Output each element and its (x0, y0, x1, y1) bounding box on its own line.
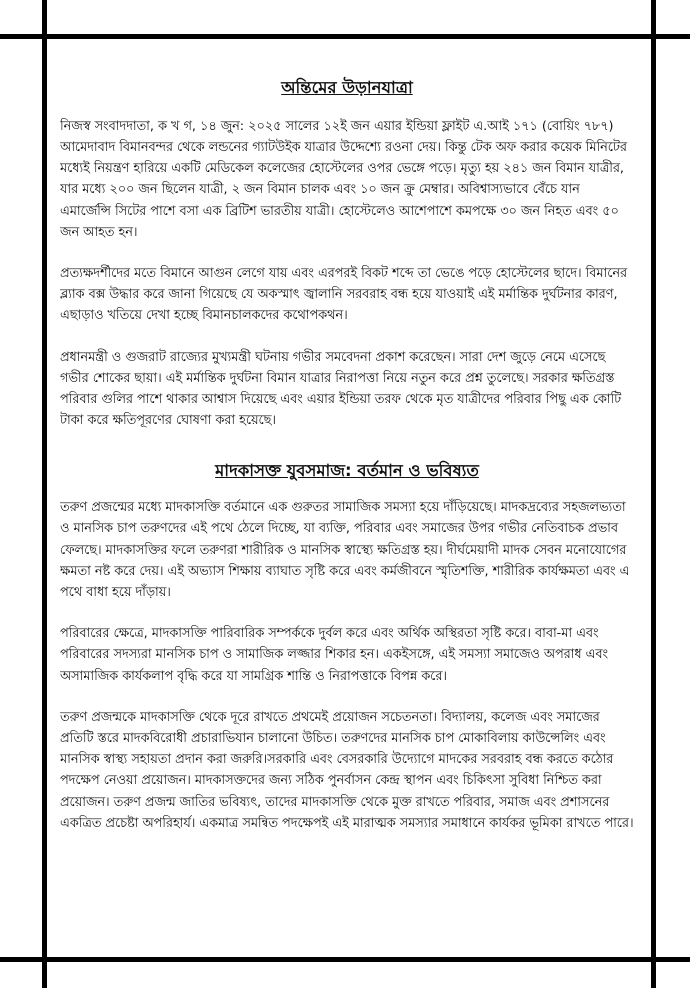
article-1-paragraph: নিজস্ব সংবাদদাতা, ক খ গ, ১৪ জুন: ২০২৫ সালের ১২ই জন এয়ার ইন্ডিয়া ফ্লাইট এ.আই ১৭১ (বোয়িং ৭৮৭) আমেদাবাদ বিমানবন্দর থেকে লন্ডনের গ্যাটউইক যাত্রার উদ্দেশ্যে রওনা দেয়। কিন্তু টেক অফ করার কয়েক মিনিটের মধ্যেই নিয়ন্ত্রণ হারিয়ে একটি মেডিকেল কলেজের হোস্টেলের ওপর ভেঙ্গে পড়ে। মৃত্যু হয় ২৪১ জন বিমান যাত্রীর, যার মধ্যে ২০০ জন ছিলেন যাত্রী, ২ জন বিমান চালক এবং ১০ জন ক্রু মেম্বার। অবিশ্বাস্যভাবে বেঁচে যান এমার্জেন্সি সিটের পাশে বসা এক ব্রিটিশ ভারতীয় যাত্রী। হোস্টেলেও আশেপাশে কমপক্ষে ৩০ জন নিহত এবং ৫০ জন আহত হন। (60, 118, 627, 240)
article-2-paragraph: তরুণ প্রজন্মকে মাদকাসক্তি থেকে দূরে রাখতে প্রথমেই প্রয়োজন সচেতনতা। বিদ্যালয়, কলেজ এবং সমাজের প্রতিটি স্তরে মাদকবিরোধী প্রচারাভিযান চালানো উচিত। তরুণদের মানসিক চাপ মোকাবিলায় কাউন্সেলিং এবং মানসিক স্বাস্থ্য সহায়তা প্রদান করা জরুরি।সরকারি এবং বেসরকারি উদ্যোগে মাদকের সরবরাহ বন্ধ করতে কঠোর পদক্ষেপ নেওয়া প্রয়োজন। মাদকাসক্তদের জন্য সঠিক পুনর্বাসন কেন্দ্র স্থাপন এবং চিকিৎসা সুবিধা নিশ্চিত করা প্রয়োজন। তরুণ প্রজন্ম জাতির ভবিষ্যৎ, তাদের মাদকাসক্তি থেকে মুক্ত রাখতে পরিবার, সমাজ এবং প্রশাসনের একত্রিত প্রচেষ্টা অপরিহার্য। একমাত্র সমন্বিত পদক্ষেপই এই মারাত্মক সমস্যার সমাধানে কার্যকর ভূমিকা রাখতে পারে। (60, 709, 634, 831)
bottom-border-rule (0, 957, 690, 962)
article-1-body (60, 116, 634, 432)
page-content (60, 40, 634, 940)
left-border-rule (42, 0, 47, 988)
article-1-paragraph: প্রধানমন্ত্রী ও গুজরাট রাজ্যের মুখ্যমন্ত্রী ঘটনায় গভীর সমবেদনা প্রকাশ করেছেন। সারা দেশ জুড়ে নেমে এসেছে গভীর শোকের ছায়া। এই মর্মান্তিক দুর্ঘটনা বিমান যাত্রার নিরাপত্তা নিয়ে নতুন করে প্রশ্ন তুলেছে। সরকার ক্ষতিগ্রস্ত পরিবার গুলির পাশে থাকার আশ্বাস দিয়েছে এবং এয়ার ইন্ডিয়া তরফ থেকে মৃত যাত্রীদের পরিবার পিছু এক কোটি টাকা করে ক্ষতিপূরণের ঘোষণা করা হয়েছে। (60, 349, 622, 429)
article-1-title: অন্তিমের উড়ানযাত্রা (281, 78, 413, 97)
article-2-paragraph: তরুণ প্রজন্মের মধ্যে মাদকাসক্তি বর্তমানে এক গুরুতর সামাজিক সমস্যা হয়ে দাঁড়িয়েছে। মাদকদ্রব্যের সহজলভ্যতা ও মানসিক চাপ তরুণদের এই পথে ঠেলে দিচ্ছে, যা ব্যক্তি, পরিবার এবং সমাজের উপর গভীর নেতিবাচক প্রভাব ফেলছে। মাদকাসক্তির ফলে তরুণরা শারীরিক ও মানসিক স্বাস্থ্যে ক্ষতিগ্রস্ত হয়। দীর্ঘমেয়াদী মাদক সেবন মনোযোগের ক্ষমতা নষ্ট করে দেয়। এই অভ্যাস শিক্ষায় ব্যাঘাত সৃষ্টি করে এবং কর্মজীবনে স্মৃতিশক্তি, শারীরিক কার্যক্ষমতা এবং এ পথে বাধা হয়ে দাঁড়ায়। (60, 500, 630, 601)
article-2-paragraph: পরিবারের ক্ষেত্রে, মাদকাসক্তি পারিবারিক সম্পর্ককে দুর্বল করে এবং অর্থিক অস্থিরতা সৃষ্টি করে। বাবা-মা এবং পরিবারের সদস্যরা মানসিক চাপ ও সামাজিক লজ্জার শিকার হন। একইসঙ্গে, এই সমস্যা সমাজেও অপরাধ এবং অসামাজিক কার্যকলাপ বৃদ্ধি করে যা সামগ্রিক শান্তি ও নিরাপত্তাকে বিপন্ন করে। (60, 626, 609, 684)
right-border-rule (651, 0, 656, 988)
article-1-paragraph: প্রত্যক্ষদর্শীদের মতে বিমানে আগুন লেগে যায় এবং এরপরই বিকট শব্দে তা ভেঙে পড়ে হোস্টেলের ছাদে। বিমানের ব্ল্যাক বক্স উদ্ধার করে জানা গিয়েছে যে অকস্মাৎ জ্বালানি সরবরাহ বন্ধ হয়ে যাওয়াই এই মর্মান্তিক দুর্ঘটনার কারণ, এছাড়াও খতিয়ে দেখা হচ্ছে বিমানচালকদের কথোপকথন। (60, 266, 628, 324)
article-2-body (60, 497, 634, 834)
article-2-title: মাদকাসক্ত যুবসমাজ: বর্তমান ও ভবিষ্যত (215, 461, 479, 481)
top-border-rule (0, 34, 690, 39)
